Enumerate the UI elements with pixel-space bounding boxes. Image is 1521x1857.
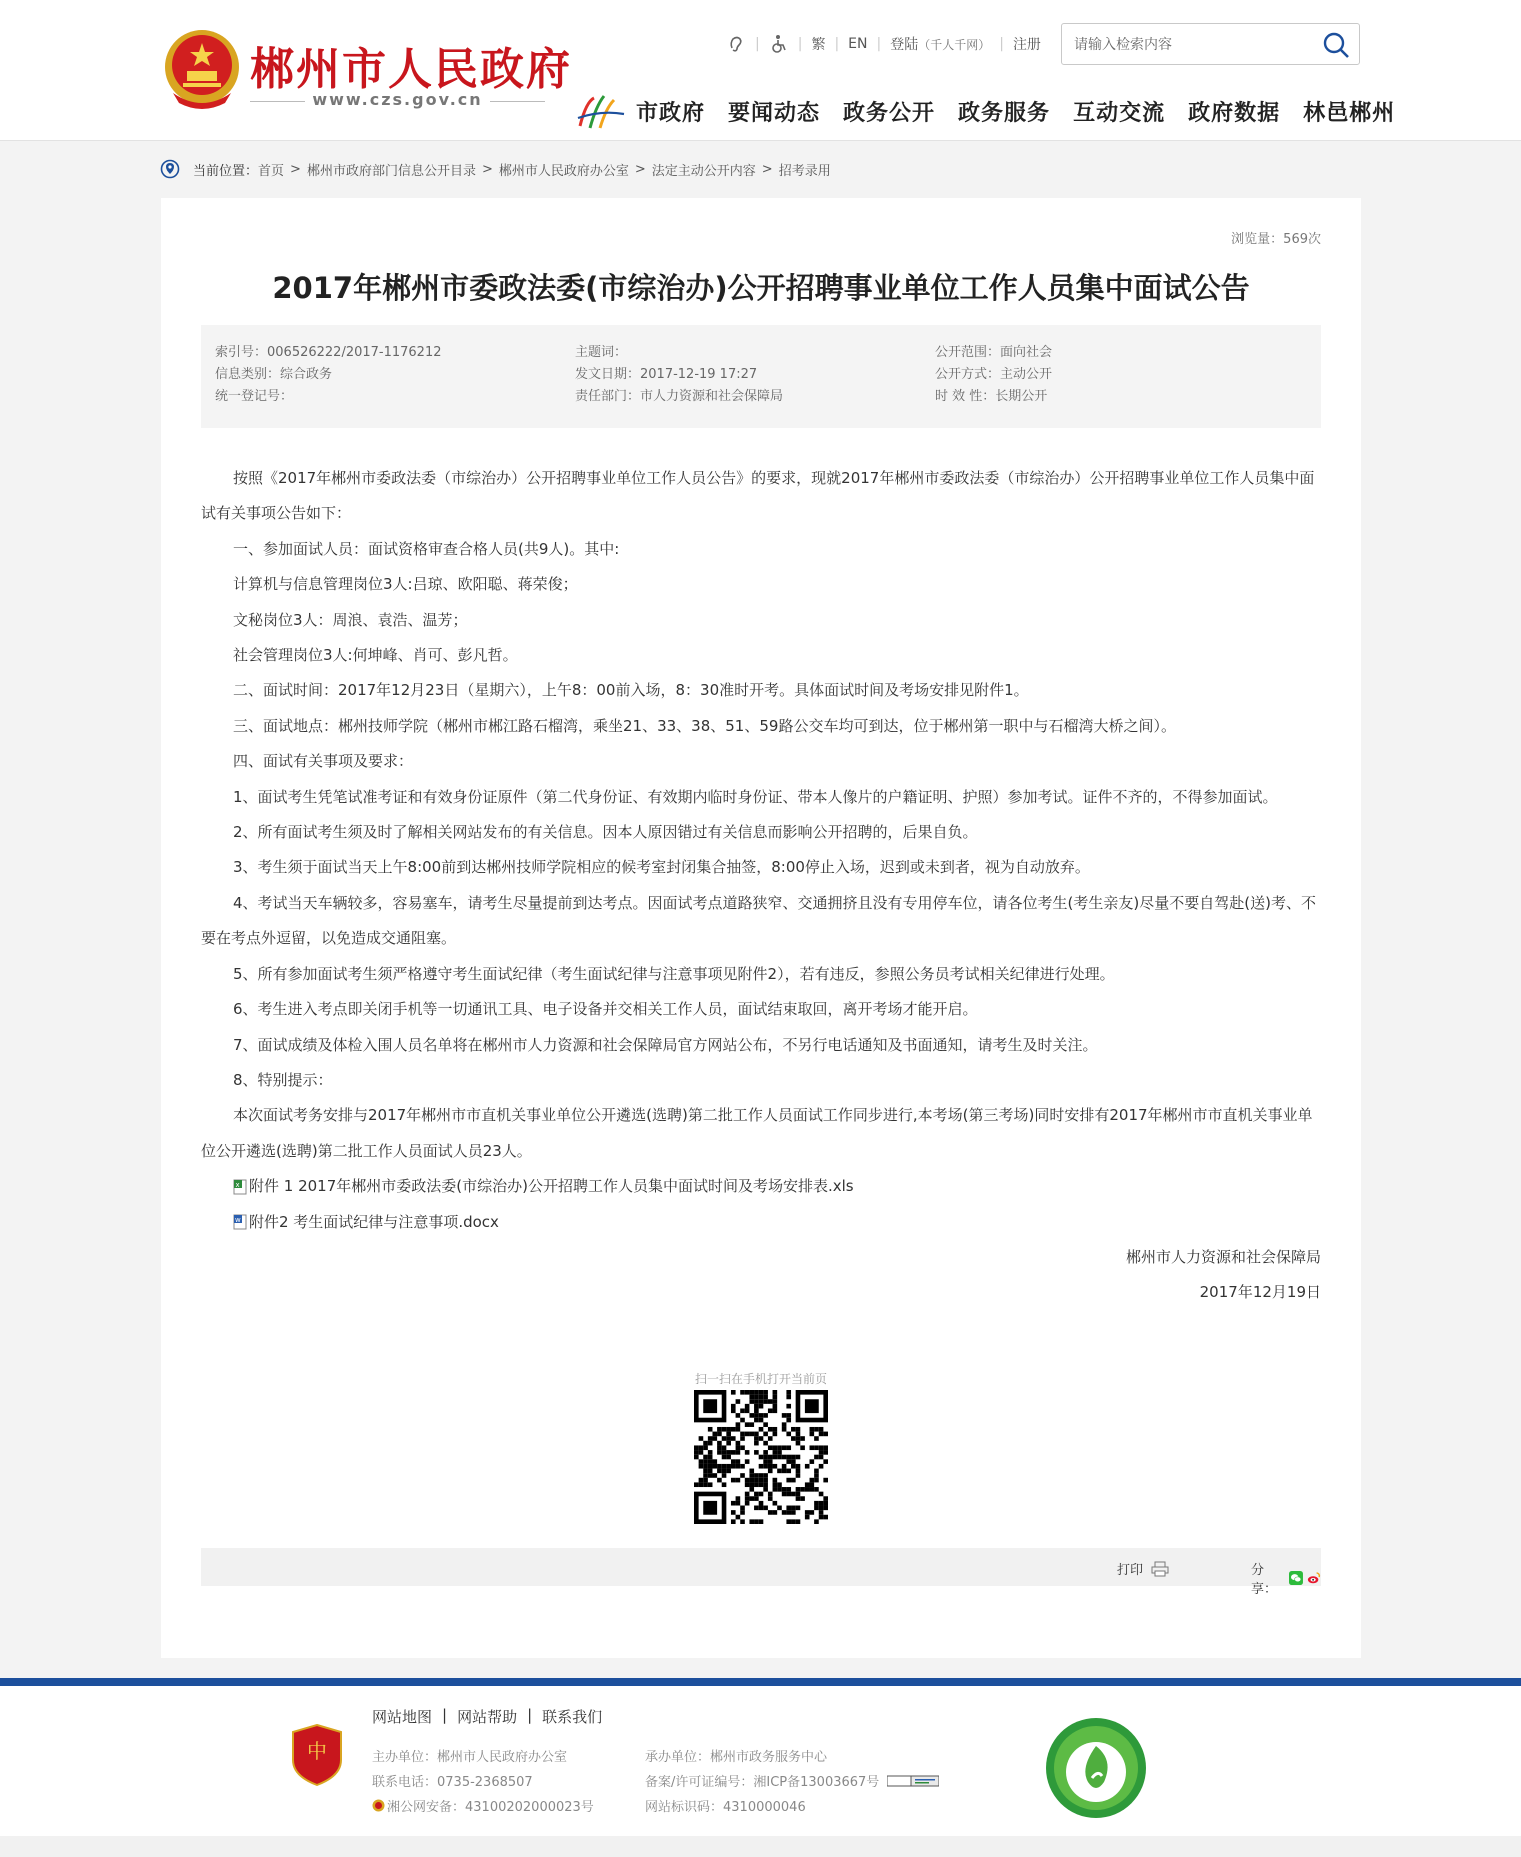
print-label[interactable]: 打印 bbox=[1117, 1563, 1144, 1578]
footer-organizer: 承办单位：郴州市政务服务中心 bbox=[645, 1750, 828, 1765]
meta-date: 发文日期：2017-12-19 17:27 bbox=[575, 367, 758, 382]
nav-government-services[interactable]: 政务服务 bbox=[958, 101, 1051, 126]
paragraph: 三、面试地点：郴州技师学院（郴州市郴江路石榴湾，乘坐21、33、38、51、59路公交车均可到达，位于郴州第一职中与石榴湾大桥之间）。 bbox=[233, 716, 1176, 735]
meta-method: 公开方式：主动公开 bbox=[935, 367, 1053, 382]
paragraph: 8、特别提示： bbox=[233, 1070, 333, 1089]
meta-category: 信息类别：综合政务 bbox=[215, 367, 333, 382]
footer-phone: 联系电话：0735-2368507 bbox=[372, 1775, 533, 1790]
paragraph: 本次面试考务安排与2017年郴州市市直机关事业单位公开遴选(选聘)第二批工作人员面试工作同步进行,本考场(第三考场)同时安排有2017年郴州市市直机关事业单位公开遴选(选聘)第二批工作人员面试人员23人。 bbox=[201, 1106, 1313, 1160]
government-agency-badge-icon[interactable] bbox=[291, 1724, 343, 1786]
attachment-label[interactable]: 附件2 考生面试纪律与注意事项.docx bbox=[249, 1212, 499, 1231]
paragraph: 计算机与信息管理岗位3人:吕琼、欧阳聪、蒋荣俊； bbox=[233, 575, 578, 594]
attachment-link-2[interactable] bbox=[201, 1205, 1321, 1240]
register-link[interactable]: 注册 bbox=[1012, 37, 1041, 53]
breadcrumb-dept-directory[interactable]: 郴州市政府部门信息公开目录 bbox=[306, 163, 476, 179]
breadcrumb-separator: > bbox=[634, 161, 646, 177]
paragraph: 3、考生须于面试当天上午8:00前到达郴州技师学院相应的候考室封闭集合抽签，8:00停止入场，迟到或未到者，视为自动放弃。 bbox=[233, 858, 1090, 877]
traditional-chinese-link[interactable]: 繁 bbox=[811, 37, 826, 53]
nav-open-government[interactable]: 政务公开 bbox=[843, 101, 936, 126]
doc-file-icon bbox=[233, 1214, 247, 1230]
footer-police-text[interactable]: 湘公网安备：43100202000023号 bbox=[387, 1800, 594, 1815]
paragraph: 7、面试成绩及体检入围人员名单将在郴州市人力资源和社会保障局官方网站公布，不另行电话通知及书面通知，请考生及时关注。 bbox=[233, 1035, 1098, 1054]
site-header bbox=[0, 0, 1521, 141]
breadcrumb-label: 当前位置： bbox=[193, 163, 259, 179]
paragraph: 6、考生进入考点即关闭手机等一切通讯工具、电子设备并交相关工作人员，面试结束取回，离开考场才能开启。 bbox=[233, 1000, 978, 1019]
footer-link-contact[interactable]: 联系我们 bbox=[542, 1708, 603, 1726]
footer-icp-record bbox=[645, 1771, 939, 1790]
svg-text:w: w bbox=[235, 1216, 241, 1225]
footer-police-record[interactable] bbox=[372, 1796, 594, 1815]
svg-text:x: x bbox=[235, 1180, 240, 1189]
footer-link-help[interactable]: 网站帮助 bbox=[457, 1708, 518, 1726]
site-footer bbox=[0, 1686, 1521, 1836]
cnzz-stat-icon[interactable] bbox=[887, 1775, 939, 1787]
article-card bbox=[161, 198, 1361, 1658]
footer-host: 主办单位：郴州市人民政府办公室 bbox=[372, 1750, 568, 1765]
site-title[interactable]: 郴州市人民政府 bbox=[250, 44, 572, 95]
paragraph: 文秘岗位3人：周浪、袁浩、温芳； bbox=[233, 610, 468, 629]
breadcrumb-office[interactable]: 郴州市人民政府办公室 bbox=[498, 163, 629, 179]
view-count: 浏览量：569次 bbox=[1231, 232, 1321, 247]
footer-divider bbox=[0, 1678, 1521, 1686]
police-badge-icon bbox=[372, 1799, 385, 1812]
breadcrumb-statutory-content[interactable]: 法定主动公开内容 bbox=[651, 163, 756, 179]
breadcrumb-separator: > bbox=[481, 161, 493, 177]
meta-reg-no: 统一登记号： bbox=[215, 389, 294, 404]
breadcrumb-separator: > bbox=[761, 161, 773, 177]
breadcrumb bbox=[160, 158, 831, 180]
meta-dept: 责任部门：市人力资源和社会保障局 bbox=[575, 389, 784, 404]
footer-site-id: 网站标识码：4310000046 bbox=[645, 1800, 806, 1815]
paragraph: 5、所有参加面试考生须严格遵守考生面试纪律（考生面试纪律与注意事项见附件2），若有违反，参照公务员考试相关纪律进行处理。 bbox=[233, 964, 1115, 983]
meta-validity: 时 效 性：长期公开 bbox=[935, 389, 1048, 404]
print-button[interactable] bbox=[1117, 1559, 1169, 1578]
meta-scope: 公开范围：面向社会 bbox=[935, 345, 1053, 360]
paragraph: 按照《2017年郴州市委政法委（市综治办）公开招聘事业单位工作人员公告》的要求，现就2017年郴州市委政法委（市综治办）公开招聘事业单位工作人员集中面试有关事项公告如下： bbox=[201, 469, 1315, 523]
article-body bbox=[201, 461, 1321, 1311]
svg-text:中: 中 bbox=[307, 1739, 327, 1763]
footer-link-sitemap[interactable]: 网站地图 bbox=[372, 1708, 433, 1726]
paragraph: 社会管理岗位3人:何坤峰、肖可、彭凡哲。 bbox=[233, 646, 518, 665]
breadcrumb-home[interactable]: 首页 bbox=[258, 163, 285, 179]
article-toolbar bbox=[201, 1548, 1321, 1597]
search-box bbox=[1061, 23, 1360, 65]
main-nav bbox=[636, 96, 1395, 127]
nav-city-government[interactable]: 市政府 bbox=[636, 101, 706, 126]
site-url: www.czs.gov.cn bbox=[250, 90, 545, 109]
breadcrumb-separator: > bbox=[290, 161, 301, 177]
national-emblem-icon[interactable] bbox=[163, 27, 241, 111]
paragraph: 1、面试考生凭笔试准考证和有效身份证原件（第二代身份证、有效期内临时身份证、带本人像片的户籍证明、护照）参加考试。证件不齐的，不得参加面试。 bbox=[233, 787, 1278, 806]
footer-links: 网站地图 | 网站帮助 | 联系我们 bbox=[372, 1706, 603, 1726]
nav-news[interactable]: 要闻动态 bbox=[728, 101, 821, 126]
login-sub-label: （千人千网） bbox=[918, 37, 991, 52]
attachment-link-1[interactable] bbox=[201, 1169, 1321, 1204]
city-logo-icon bbox=[576, 92, 626, 132]
top-links: | | 繁 | EN | 登陆 （千人千网） | 注册 bbox=[720, 34, 1041, 54]
nav-interaction[interactable]: 互动交流 bbox=[1073, 101, 1166, 126]
sign-date: 2017年12月19日 bbox=[1199, 1283, 1321, 1302]
location-pin-icon bbox=[160, 159, 180, 179]
nav-government-data[interactable]: 政府数据 bbox=[1188, 101, 1281, 126]
search-input[interactable] bbox=[1072, 33, 1306, 57]
xls-file-icon bbox=[233, 1179, 247, 1195]
wechat-icon[interactable] bbox=[1289, 1570, 1303, 1586]
breadcrumb-recruitment[interactable]: 招考录用 bbox=[778, 163, 831, 179]
signature: 郴州市人力资源和社会保障局 bbox=[1125, 1247, 1321, 1266]
meta-index-no: 索引号：006526222/2017-1176212 bbox=[215, 345, 442, 360]
weibo-icon[interactable] bbox=[1307, 1570, 1321, 1586]
printer-icon[interactable] bbox=[1151, 1561, 1169, 1577]
civilized-city-logo-icon[interactable] bbox=[1044, 1716, 1148, 1820]
paragraph: 4、考试当天车辆较多，容易塞车，请考生尽量提前到达考点。因面试考点道路狭窄、交通拥挤且没有专用停车位，请各位考生(考生亲友)尽量不要自驾赴(送)考、不要在考点外逗留，以免造成交通阻塞。 bbox=[201, 893, 1316, 948]
qr-label: 扫一扫在手机打开当前页 bbox=[694, 1372, 827, 1386]
english-link[interactable]: EN bbox=[848, 36, 868, 52]
bottom-strip bbox=[0, 1836, 1521, 1857]
share-area bbox=[1251, 1559, 1321, 1597]
login-link[interactable]: 登陆 bbox=[890, 37, 919, 53]
wheelchair-icon[interactable] bbox=[769, 34, 789, 54]
meta-subject: 主题词： bbox=[575, 345, 628, 360]
article-meta bbox=[201, 325, 1321, 428]
paragraph: 四、面试有关事项及要求： bbox=[233, 752, 414, 771]
paragraph: 一、参加面试人员：面试资格审查合格人员(共9人)。其中: bbox=[233, 539, 620, 558]
qr-code bbox=[694, 1390, 828, 1524]
footer-icp-text[interactable]: 备案/许可证编号：湘ICP备13003667号 bbox=[645, 1775, 880, 1790]
nav-linyi-chenzhou[interactable]: 林邑郴州 bbox=[1303, 101, 1396, 126]
share-label: 分享： bbox=[1251, 1563, 1278, 1597]
paragraph: 二、面试时间：2017年12月23日（星期六），上午8：00前入场，8：30准时开考。具体面试时间及考场安排见附件1。 bbox=[233, 681, 1029, 700]
search-icon[interactable] bbox=[1321, 30, 1351, 60]
article-title: 2017年郴州市委政法委(市综治办)公开招聘事业单位工作人员集中面试公告 bbox=[272, 271, 1250, 305]
paragraph: 2、所有面试考生须及时了解相关网站发布的有关信息。因本人原因错过有关信息而影响公开招聘的，后果自负。 bbox=[233, 823, 978, 842]
ear-icon[interactable] bbox=[726, 34, 746, 54]
attachment-label[interactable]: 附件 1 2017年郴州市委政法委(市综治办)公开招聘工作人员集中面试时间及考场安排表.xls bbox=[249, 1177, 854, 1196]
